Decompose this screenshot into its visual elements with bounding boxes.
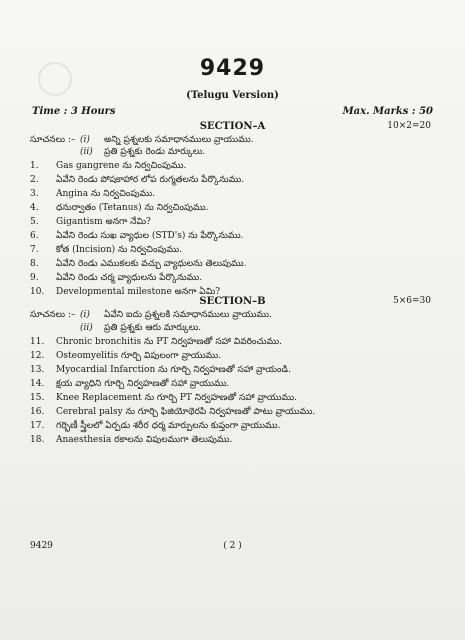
question-text: ఏవేని రెండు పోషకాహార లోప రుగ్మతలను పేర్కొనుము. (56, 175, 245, 185)
question-number: 4. (30, 203, 39, 213)
question-text: Developmental milestone అనగా ఏమి? (56, 287, 221, 297)
question-item (30, 364, 430, 376)
question-item (30, 406, 430, 418)
section-a-instruction (30, 134, 430, 146)
question-text: కోత (Incision) ను నిర్వచింపుము. (56, 245, 182, 255)
instructions-label: సూచనలు :– (30, 310, 76, 320)
question-item (30, 336, 430, 348)
question-text: క్షయ వ్యాధిని గూర్చి నిర్వహణతో సహా వ్రాయుము. (56, 379, 230, 389)
question-item (30, 272, 430, 284)
instruction-number: (ii) (80, 147, 93, 157)
section-a-instruction (30, 146, 430, 158)
section-b-instruction (30, 322, 430, 334)
question-text: Knee Replacement ను గూర్చి PT నిర్వహణతో సహా వ్రాయుము. (56, 393, 298, 403)
paper-code: 9429 (199, 56, 266, 81)
instructions-label: సూచనలు :– (30, 135, 76, 145)
question-text: Gas gangrene ను నిర్వచింపుము. (56, 161, 187, 171)
instruction-text: ప్రతి ప్రశ్నకు ఆరు మార్కులు. (104, 323, 202, 333)
question-number: 16. (30, 407, 45, 417)
question-text: Myocardial Infarction ను గూర్చి నిర్వహణతో సహా వ్రాయండి. (56, 365, 292, 375)
question-item (30, 216, 430, 228)
question-text: గర్భిణీ స్త్రీలలో ఏర్పడు శరీర ధర్మ మార్పులను కుప్తంగా వ్రాయుము. (56, 421, 281, 431)
question-number: 14. (30, 379, 45, 389)
footer-code: 9429 (30, 541, 53, 551)
question-number: 11. (30, 337, 45, 347)
instruction-text: ప్రతి ప్రశ్నకు రెండు మార్కులు. (104, 147, 206, 157)
question-number: 18. (30, 435, 45, 445)
question-number: 8. (30, 259, 39, 269)
question-item (30, 202, 430, 214)
question-item (30, 244, 430, 256)
question-number: 5. (30, 217, 39, 227)
version-label: (Telugu Version) (186, 90, 279, 101)
question-number: 3. (30, 189, 39, 199)
question-item (30, 188, 430, 200)
question-text: Osteomyelitis గూర్చి విపులంగా వ్రాయుము. (56, 351, 222, 361)
question-text: ఏవేని రెండు ఎముకలకు వచ్చు వ్యాధులను తెలుపుము. (56, 259, 247, 269)
question-item (30, 350, 430, 362)
page-number: ( 2 ) (223, 541, 242, 551)
question-text: Gigantism అనగా నేమి? (56, 217, 151, 227)
instruction-number: (ii) (80, 323, 93, 333)
section-a-marks: 10×2=20 (387, 121, 431, 131)
section-b-instruction (30, 309, 430, 321)
question-text: Chronic bronchitis ను PT నిర్వహణతో సహా వివరించుము. (56, 337, 282, 347)
instruction-number: (i) (80, 310, 90, 320)
max-marks-label: Max. Marks : 50 (342, 106, 433, 117)
question-number: 2. (30, 175, 39, 185)
question-item (30, 230, 430, 242)
question-number: 15. (30, 393, 45, 403)
question-text: Angina ను నిర్వచింపుము. (56, 189, 155, 199)
instruction-text: ఏవేని ఐదు ప్రశ్నలకి సమాధానములు వ్రాయుము. (104, 310, 272, 320)
time-label: Time : 3 Hours (32, 106, 116, 117)
question-number: 17. (30, 421, 45, 431)
section-a-title: SECTION–A (199, 121, 266, 132)
question-text: ఏవేని రెండు సుఖ వ్యాధుల (STD's) ను పేర్కొనుము. (56, 231, 244, 241)
question-number: 1. (30, 161, 39, 171)
question-number: 12. (30, 351, 45, 361)
question-text: ధనుర్వాతం (Tetanus) ను నిర్వచింపుము. (56, 203, 209, 213)
instruction-number: (i) (80, 135, 90, 145)
section-b-title: SECTION–B (199, 296, 266, 307)
question-text: Anaesthesia రకాలను విపులముగా తెలుపుము. (56, 435, 233, 445)
question-number: 13. (30, 365, 45, 375)
question-item (30, 392, 430, 404)
question-item (30, 258, 430, 270)
question-text: ఏవేని రెండు చర్మ వ్యాధులను పేర్కొనుము. (56, 273, 203, 283)
question-text: Cerebral palsy ను గూర్చి ఫిజియోథెరపి నిర్వహణతో పాటు వ్రాయుము. (56, 407, 316, 417)
question-number: 7. (30, 245, 39, 255)
question-item (30, 174, 430, 186)
question-item (30, 420, 430, 432)
section-b-marks: 5×6=30 (393, 296, 431, 306)
question-number: 9. (30, 273, 39, 283)
question-item (30, 160, 430, 172)
question-item (30, 434, 430, 446)
instruction-text: అన్ని ప్రశ్నలకు సమాధానములు వ్రాయుము. (104, 135, 254, 145)
question-number: 6. (30, 231, 39, 241)
question-item (30, 378, 430, 390)
question-number: 10. (30, 287, 45, 297)
